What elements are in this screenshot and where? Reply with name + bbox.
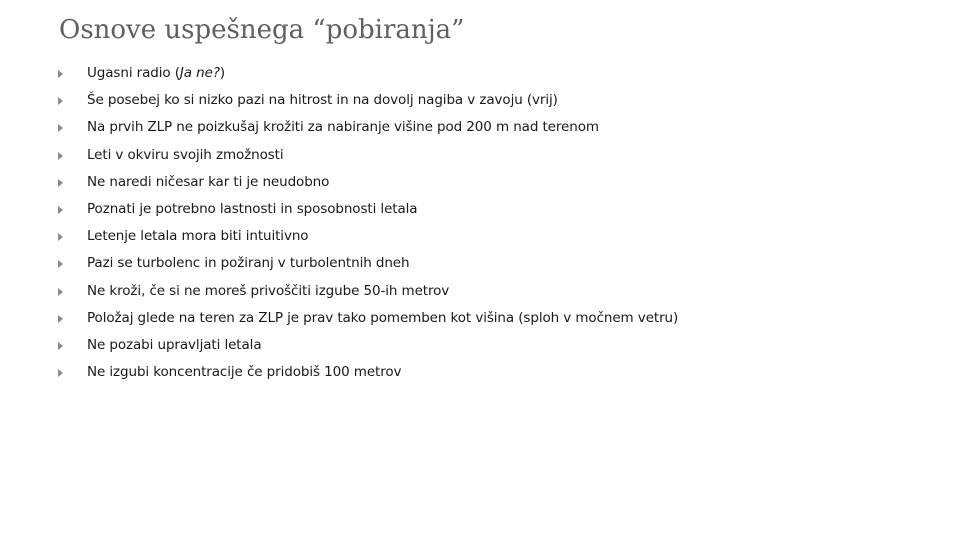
triangle-bullet-icon	[58, 124, 63, 132]
bullet-italic-text: Ja ne?	[179, 65, 220, 81]
triangle-bullet-icon	[58, 152, 63, 160]
triangle-bullet-icon	[58, 233, 63, 241]
list-item	[58, 61, 938, 88]
triangle-bullet-icon	[58, 288, 63, 296]
triangle-bullet-icon	[58, 97, 63, 105]
list-item	[58, 306, 938, 333]
bullet-text: Ne kroži, če si ne moreš privoščiti izgube 50-ih metrov	[87, 282, 450, 299]
list-item	[58, 360, 938, 387]
bullet-text: Leti v okviru svojih zmožnosti	[87, 146, 284, 163]
triangle-bullet-icon	[58, 206, 63, 214]
bullet-text: Pazi se turbolenc in požiranj v turbolentnih dneh	[87, 255, 410, 272]
bullet-text: Položaj glede na teren za ZLP je prav tako pomemben kot višina (sploh v močnem vetru)	[87, 309, 679, 326]
list-item	[58, 251, 938, 278]
list-item	[58, 143, 938, 170]
bullet-text: Letenje letala mora biti intuitivno	[87, 228, 309, 245]
triangle-bullet-icon	[58, 179, 63, 187]
bullet-text: Ugasni radio (Ja ne?)	[87, 65, 226, 81]
bullet-text: Poznati je potrebno lastnosti in sposobnosti letala	[87, 200, 418, 217]
bullet-list	[58, 61, 938, 387]
list-item	[58, 197, 938, 224]
bullet-text: Ne izgubi koncentracije če pridobiš 100 metrov	[87, 364, 402, 381]
list-item	[58, 115, 938, 142]
triangle-bullet-icon	[58, 260, 63, 268]
list-item	[58, 333, 938, 360]
bullet-text: Ne naredi ničesar kar ti je neudobno	[87, 173, 330, 190]
bullet-text: Na prvih ZLP ne poizkušaj krožiti za nabiranje višine pod 200 m nad terenom	[87, 119, 599, 136]
bullet-text: Ne pozabi upravljati letala	[87, 336, 262, 353]
triangle-bullet-icon	[58, 369, 63, 377]
bullet-text: Še posebej ko si nizko pazi na hitrost in na dovolj nagiba v zavoju (vrij)	[87, 92, 558, 109]
list-item	[58, 88, 938, 115]
triangle-bullet-icon	[58, 342, 63, 350]
slide-title: Osnove uspešnega “pobiranja”	[59, 15, 465, 45]
triangle-bullet-icon	[58, 315, 63, 323]
triangle-bullet-icon	[58, 70, 63, 78]
list-item	[58, 224, 938, 251]
list-item	[58, 170, 938, 197]
list-item	[58, 279, 938, 306]
